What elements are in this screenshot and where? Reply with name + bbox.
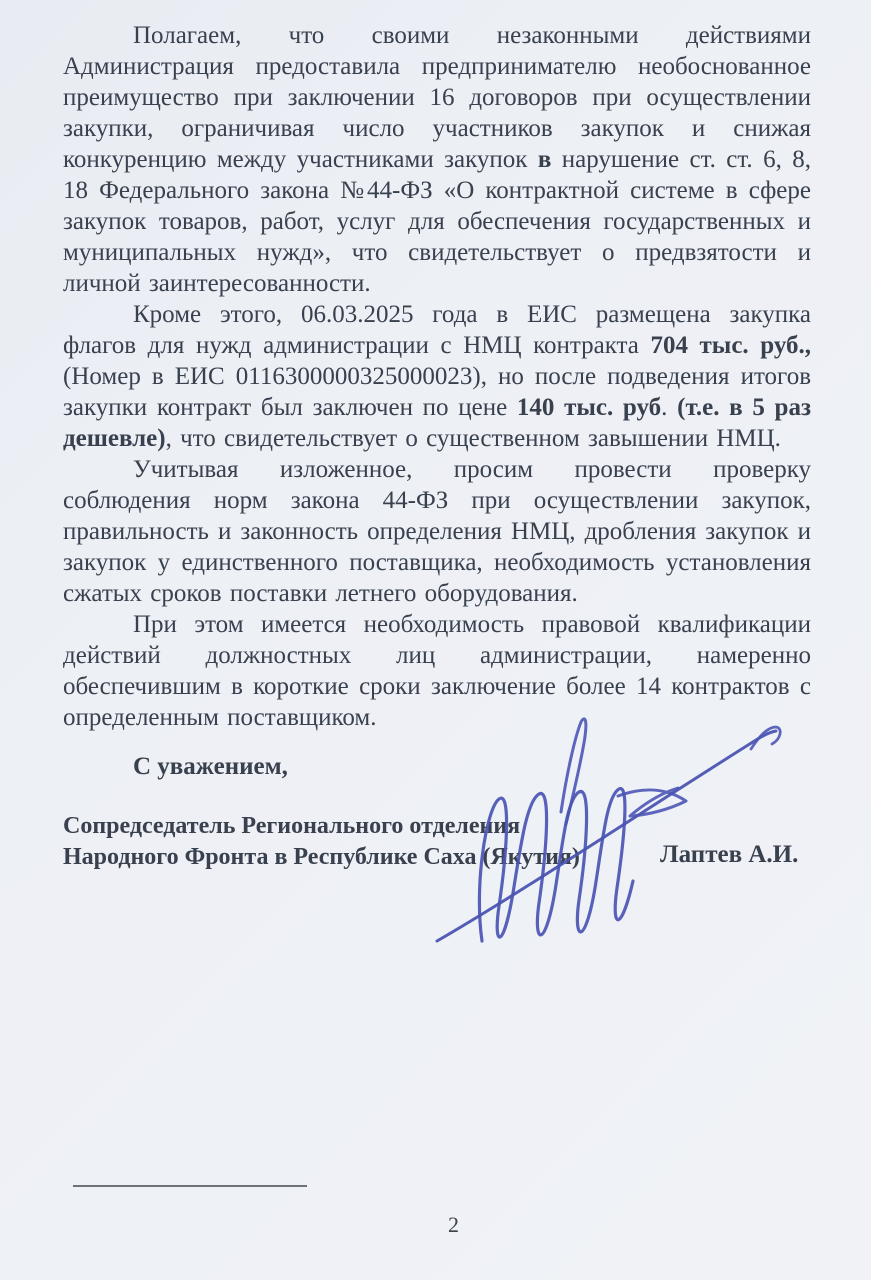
text-run: Кроме этого, 06.03.2025 года в ЕИС размещена закупка флагов для нужд администрации с НМЦ контракта (63, 301, 811, 359)
paragraph (63, 20, 811, 299)
signature-spike (561, 719, 586, 824)
text-run: (Номер в ЕИС 0116300000325000023), но после подведения итогов закупки контракт был заключен по цене (63, 363, 811, 421)
paragraph (63, 299, 811, 454)
footnote-rule (73, 1185, 307, 1187)
signer-title-line2: Народного Фронта в Республике Саха (Якутия) (63, 844, 580, 870)
signer-name: Лаптев А.И. (660, 841, 799, 868)
text-run: При этом имеется необходимость правовой квалификации действий должностных лиц администрации, намеренно обеспечившим в короткие сроки заключение более 14 контрактов с определенным поставщиком. (63, 611, 811, 731)
bold-text-run: 704 тыс. руб., (650, 332, 812, 359)
bold-text-run: в (537, 146, 552, 173)
bold-text-run: (т.е. в 5 раз дешевле) (63, 394, 811, 452)
body-text (63, 20, 811, 733)
text-run: Учитывая изложенное, просим провести проверку соблюдения норм закона 44-ФЗ при осуществлении закупок, правильность и законность определения НМЦ, дробления закупок и закупок у единственного поставщика, необходимость установления сжатых сроков поставки летнего оборудования. (63, 456, 811, 607)
text-run: . (661, 394, 678, 421)
text-run: , что свидетельствует о существенном завышении НМЦ. (165, 425, 781, 452)
text-run: нарушение ст. ст. 6, 8, 18 Федерального закона №44-ФЗ «О контрактной системе в сфере закупок товаров, работ, услуг для обеспечения государственных и муниципальных нужд», что свидетельствует о предвзятости и личной заинтересованности. (63, 146, 811, 297)
signer-title-line1: Сопредседатель Регионального отделения (63, 813, 521, 839)
paragraph (63, 454, 811, 609)
text-run: Полагаем, что своими незаконными действиями Администрация предоставила предпринимателю необоснованное преимущество при заключении 16 договоров при осуществлении закупки, ограничивая число участников закупок и снижая конкуренцию между участниками закупок (63, 22, 811, 173)
signature-flag (618, 788, 686, 816)
signer-title (63, 811, 580, 873)
paragraph (63, 609, 811, 733)
bold-text-run: 140 тыс. руб (516, 394, 662, 421)
closing-salutation: С уважением, (133, 753, 288, 780)
page-number: 2 (448, 1212, 459, 1237)
